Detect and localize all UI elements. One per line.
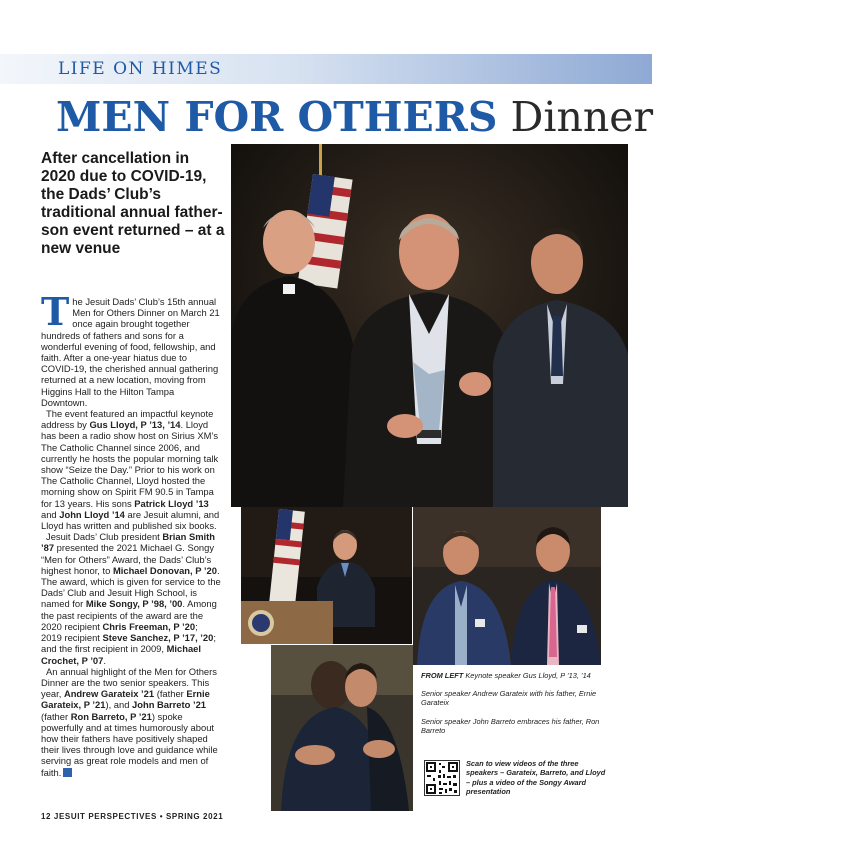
page-title (56, 92, 653, 142)
caption-garateix: Senior speaker Andrew Garateix with his father, Ernie Garateix (421, 689, 597, 708)
photo-captions (421, 671, 611, 744)
paragraph-1: The Jesuit Dads’ Club’s 15th annual Men for Others Dinner on March 21 once again brought together hundreds of fathers and sons for a wonderful evening of food, fellowship, and faith. After a one-year hiatus due to COVID-19, the cherished annual gathering returned at a new location, moving from Higgins Hall to the Hilton Tampa Downtown. (41, 289, 220, 408)
garateix-photo (413, 507, 601, 665)
keynote-speaker-illustration (241, 507, 412, 644)
caption-barreto: Senior speaker John Barreto embraces his father, Ron Barreto (421, 716, 600, 735)
title-strong: MEN FOR OTHERS (56, 93, 498, 141)
award-photo-caption: Michael Donovan, P ’20 receives the Songy Award from Fr. Richard C. Hermes, S.J. and Brian Smith ’87 (726, 297, 849, 335)
barreto-illustration (271, 645, 413, 811)
article-body (41, 289, 221, 778)
paragraph-4: An annual highlight of the Men for Others Dinner are the two senior speakers. This year, Andrew Garateix ’21 (father Ernie Garateix, P ’21), and John Barreto ’21 (father Ron Barreto, P ’21) spoke powerfully and at times humorously about how their fathers have positively shaped their lives through love and guidance while serving as great role models and men of faith. (41, 665, 218, 778)
award-photo-illustration (231, 144, 628, 507)
page-folio: 12 JESUIT PERSPECTIVES • SPRING 2021 (41, 812, 224, 821)
qr-caption: Scan to view videos of the three speakers – Garateix, Barreto, and Lloyd – plus a video of the Songy Award presentation (466, 759, 606, 797)
paragraph-2: The event featured an impactful keynote address by Gus Lloyd, P ’13, ’14. Lloyd has been a radio show host on Sirius XM’s The Catholic Channel since 2006, and currently he hosts the popular morning talk show “Seize the Day.” Prior to his work on The Catholic Channel, Lloyd hosted the morning show on Spirit FM 90.5 in Tampa for 13 years. His sons Patrick Lloyd ’13 and John Lloyd ’14 are Jesuit alumni, and Lloyd has written and published six books. (41, 408, 220, 532)
paragraph-3: Jesuit Dads’ Club president Brian Smith ’87 presented the 2021 Michael G. Songy “Men for Others” Award, the Dads’ Club’s highest honor, to Michael Donovan, P ’20. The award, which is given for service to the Dads’ Club and Jesuit High School, is named for Mike Songy, P ’98, ’00. Among the past recipients of the award are the 2020 recipient Chris Freeman, P ’20; 2019 recipient Steve Sanchez, P ’17, ’20; and the first recipient in 2009, Michael Crochet, P ’07. (41, 531, 221, 666)
caption-keynote: FROM LEFT Keynote speaker Gus Lloyd, P ’13, ’14 (421, 671, 591, 680)
article-deck: After cancellation in 2020 due to COVID-19, the Dads’ Club’s traditional annual father-son event returned – at a new venue (41, 150, 225, 257)
title-light: Dinner (510, 93, 654, 141)
award-photo (231, 144, 849, 507)
keynote-speaker-photo (241, 507, 412, 644)
drop-cap: T (41, 289, 70, 334)
end-mark-icon (63, 768, 72, 777)
qr-code-icon[interactable] (424, 760, 460, 796)
garateix-illustration (413, 507, 601, 665)
barreto-photo (271, 645, 413, 811)
section-label: LIFE ON HIMES (58, 59, 223, 79)
